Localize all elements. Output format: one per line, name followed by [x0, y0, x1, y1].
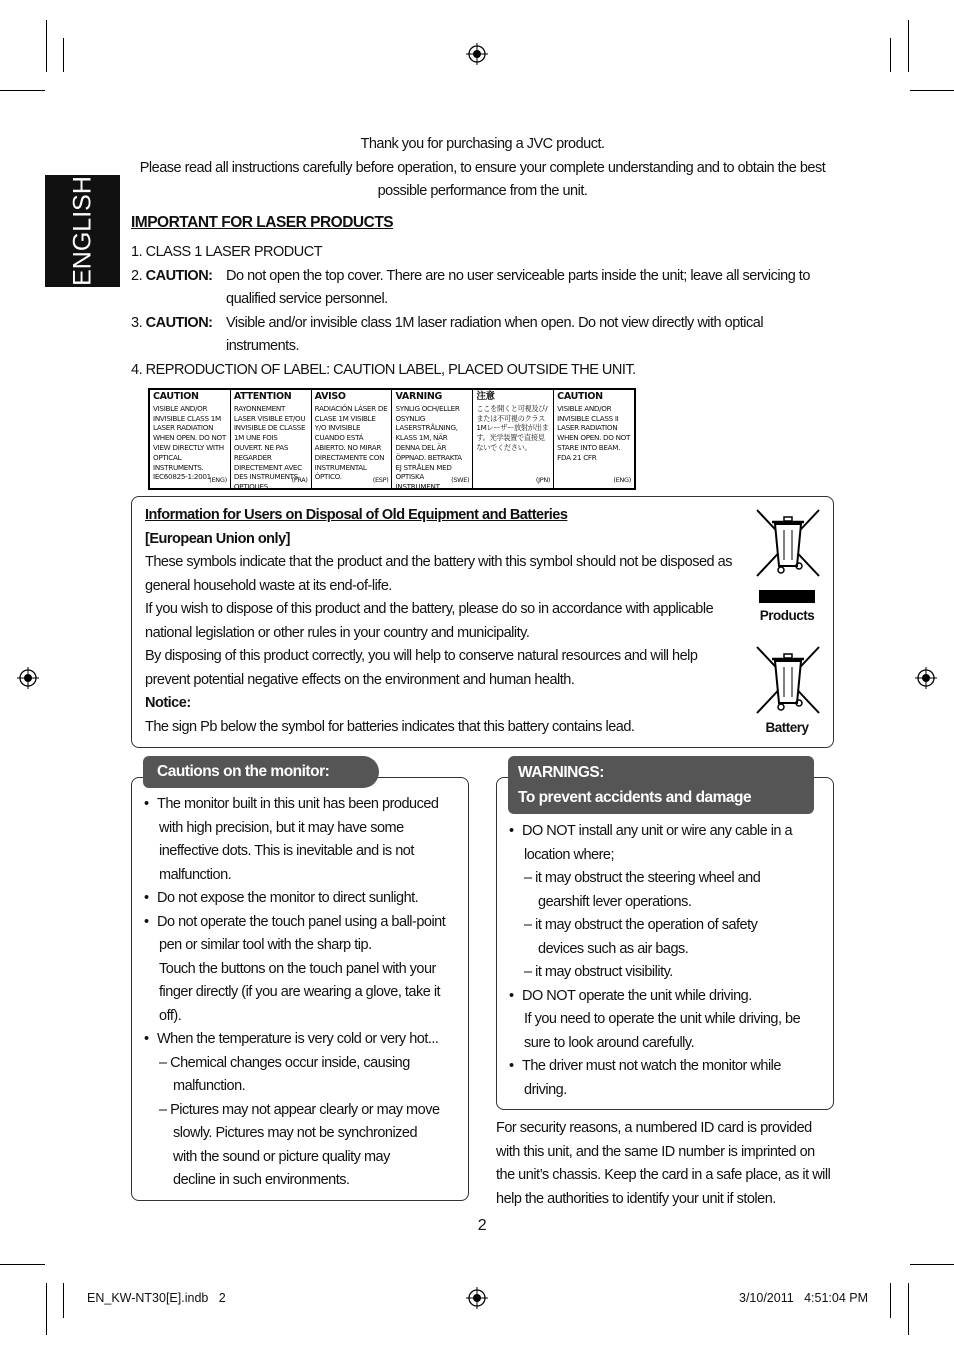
crop-mark	[910, 90, 954, 91]
crop-mark	[63, 38, 64, 72]
bullet-item-continuation: location where;	[524, 846, 615, 863]
crossed-battery-bin-icon	[755, 643, 821, 717]
footer-file: EN_KW-NT30[E].indb 2	[87, 1291, 226, 1305]
bullet-item-continuation: sure to look around carefully.	[524, 1034, 695, 1051]
warnings-title-line: To prevent accidents and damage	[518, 789, 752, 806]
disposal-text	[145, 504, 745, 739]
disposal-title: Information for Users on Disposal of Old Equipment and Batteries	[145, 507, 568, 523]
bullet-glyph: •	[144, 1031, 149, 1047]
crop-mark	[0, 1264, 45, 1265]
laser-item: 3. CAUTION: Visible and/or invisible class 1M laser radiation when open. Do not view directly with optical instruments.	[131, 314, 764, 354]
caution-label-cell: CAUTION VISIBLE AND/OR INVISIBLE CLASS 1M LASER RADIATION WHEN OPEN. DO NOT VIEW DIRECTLY WITH OPTICAL INSTRUMENTS. IEC60825-1:2001 (ENG)	[150, 390, 231, 488]
laser-heading: IMPORTANT FOR LASER PRODUCTS	[131, 214, 394, 231]
bullet-item: • Do not expose the monitor to direct sunlight.	[143, 887, 461, 911]
language-tab-label: ENGLISH	[68, 176, 96, 286]
disposal-line: prevent potential negative effects on the environment and human health.	[145, 671, 575, 688]
bullet-item: • Do not operate the touch panel using a ball-point	[143, 911, 461, 935]
dash-item-continuation: slowly. Pictures may not be synchronized	[173, 1125, 418, 1141]
caution-label-cell: AVISO RADIACIÓN LÁSER DE CLASE 1M VISIBLE Y/O INVISIBLE CUANDO ESTÁ ABIERTO. NO MIRAR DIRECTAMENTE CON INSTRUMENTAL ÓPTICO. (ESP)	[312, 390, 393, 488]
intro-text	[125, 133, 840, 204]
crop-mark	[890, 38, 891, 72]
bullet-item-continuation: Touch the buttons on the touch panel with your	[159, 960, 436, 977]
intro-line: possible performance from the unit.	[377, 183, 588, 199]
crop-mark	[890, 1283, 891, 1318]
warnings-title-line: WARNINGS:	[518, 764, 604, 781]
dash-item: – Chemical changes occur inside, causing	[159, 1054, 410, 1071]
monitor-list	[143, 793, 461, 1193]
bullet-item-continuation: ineffective dots. This is inevitable and is not	[159, 843, 414, 859]
dash-item: – it may obstruct visibility.	[524, 964, 673, 980]
bullet-glyph: •	[144, 913, 149, 930]
bullet-item-continuation: driving.	[524, 1081, 567, 1098]
bullet-item: • DO NOT operate the unit while driving.	[508, 985, 826, 1009]
registration-mark-icon	[466, 43, 488, 65]
battery-label: Battery	[765, 720, 809, 735]
monitor-title: Cautions on the monitor:	[143, 756, 379, 788]
security-line: with this unit, and the same ID number is imprinted on	[496, 1143, 815, 1160]
security-line: For security reasons, a numbered ID card is provided	[496, 1120, 812, 1136]
bullet-item: • The monitor built in this unit has been produced	[143, 793, 461, 817]
crop-mark	[63, 1283, 64, 1318]
warnings-title	[508, 756, 814, 814]
crop-mark	[0, 90, 45, 91]
bullet-glyph: •	[144, 890, 149, 906]
registration-mark-icon	[466, 1287, 488, 1309]
disposal-line: These symbols indicate that the product and the battery with this symbol should not be disposed as	[145, 554, 732, 570]
disposal-eu: [European Union only]	[145, 530, 290, 547]
caution-label-cell: VARNING SYNLIG OCH/ELLER OSYNLIG LASERSTRÅLNING, KLASS 1M, NÄR DENNA DEL ÄR ÖPPNAD. BETRAKTA EJ STRÅLEN MED OPTISKA INSTRUMENT. (SWE)	[392, 390, 473, 488]
intro-line: Thank you for purchasing a JVC product.	[360, 136, 605, 152]
bullet-item-continuation: finger directly (if you are wearing a glove, take it	[159, 984, 441, 1000]
security-text	[496, 1117, 836, 1211]
disposal-line: If you wish to dispose of this product and the battery, please do so in accordance with applicable	[145, 601, 714, 617]
registration-mark-icon	[17, 667, 39, 689]
dash-item-continuation: devices such as air bags.	[538, 940, 689, 957]
laser-item: 2. CAUTION: Do not open the top cover. There are no user serviceable parts inside the unit; leave all servicing to qualified service personnel.	[131, 267, 810, 307]
bullet-glyph: •	[509, 987, 514, 1004]
notice-label: Notice:	[145, 695, 191, 711]
caution-label	[148, 388, 636, 490]
dash-item-continuation: with the sound or picture quality may	[173, 1148, 390, 1165]
bullet-item-continuation: If you need to operate the unit while driving, be	[524, 1011, 801, 1027]
footer-date: 3/10/2011 4:51:04 PM	[739, 1291, 869, 1305]
security-line: the unit’s chassis. Keep the card in a safe place, as it will	[496, 1167, 831, 1183]
intro-line: Please read all instructions carefully before operation, to ensure your complete understanding and to obtain the best	[139, 159, 826, 176]
registration-mark-icon	[915, 667, 937, 689]
bullet-item: • DO NOT install any unit or wire any cable in a	[508, 820, 826, 844]
laser-item: 4. REPRODUCTION OF LABEL: CAUTION LABEL, PLACED OUTSIDE THE UNIT.	[131, 361, 636, 378]
page-number: 2	[477, 1217, 487, 1234]
dash-item: – it may obstruct the operation of safety	[524, 917, 758, 933]
security-line: help the authorities to identify your unit if stolen.	[496, 1190, 776, 1207]
dash-item-continuation: decline in such environments.	[173, 1172, 350, 1188]
bullet-item-continuation: malfunction.	[159, 866, 232, 883]
bullet-item: • The driver must not watch the monitor while	[508, 1055, 826, 1079]
notice-text: The sign Pb below the symbol for batteries indicates that this battery contains lead.	[145, 718, 635, 735]
crop-mark	[46, 1283, 47, 1335]
bullet-item: • When the temperature is very cold or very hot...	[143, 1028, 461, 1052]
products-bar	[759, 590, 815, 603]
disposal-line: national legislation or other rules in your country and municipality.	[145, 624, 530, 641]
products-label: Products	[759, 608, 815, 623]
caution-label-cell: ATTENTION RAYONNEMENT LASER VISIBLE ET/OU INVISIBLE DE CLASSE 1M UNE FOIS OUVERT. NE PAS REGARDER DIRECTEMENT AVEC DES INSTRUMENTS OPTIQUES. (FRA)	[231, 390, 312, 488]
bullet-item-continuation: with high precision, but it may have some	[159, 819, 404, 836]
language-tab	[45, 175, 120, 287]
dash-item: – it may obstruct the steering wheel and	[524, 870, 761, 886]
caution-label-cell: CAUTION VISIBLE AND/OR INVISIBLE CLASS II LASER RADIATION WHEN OPEN. DO NOT STARE INTO BEAM. FDA 21 CFR (ENG)	[557, 391, 631, 485]
bullet-glyph: •	[144, 796, 149, 812]
bullet-glyph: •	[509, 823, 514, 839]
crop-mark	[908, 1283, 909, 1335]
warnings-list	[508, 820, 826, 1102]
bullet-glyph: •	[509, 1058, 514, 1074]
laser-list	[131, 241, 831, 382]
disposal-line: general household waste at its end-of-life.	[145, 577, 392, 594]
dash-item-continuation: gearshift lever operations.	[538, 893, 692, 910]
dash-item: – Pictures may not appear clearly or may move	[159, 1101, 440, 1118]
caution-label-cell: 注意 ここを開くと可視及び/または不可視のクラス1Mレーザー放射が出ます。光学装置で直接見ないでください。 (JPN)	[473, 390, 554, 488]
bullet-item-continuation: off).	[159, 1007, 182, 1024]
disposal-line: By disposing of this product correctly, you will help to conserve natural resources and will help	[145, 648, 698, 664]
crop-mark	[908, 20, 909, 72]
crop-mark	[46, 20, 47, 72]
dash-item-continuation: malfunction.	[173, 1078, 246, 1094]
crossed-bin-icon	[755, 506, 821, 580]
bullet-item-continuation: pen or similar tool with the sharp tip.	[159, 937, 372, 953]
laser-item: 1. CLASS 1 LASER PRODUCT	[131, 244, 323, 260]
crop-mark	[910, 1264, 954, 1265]
